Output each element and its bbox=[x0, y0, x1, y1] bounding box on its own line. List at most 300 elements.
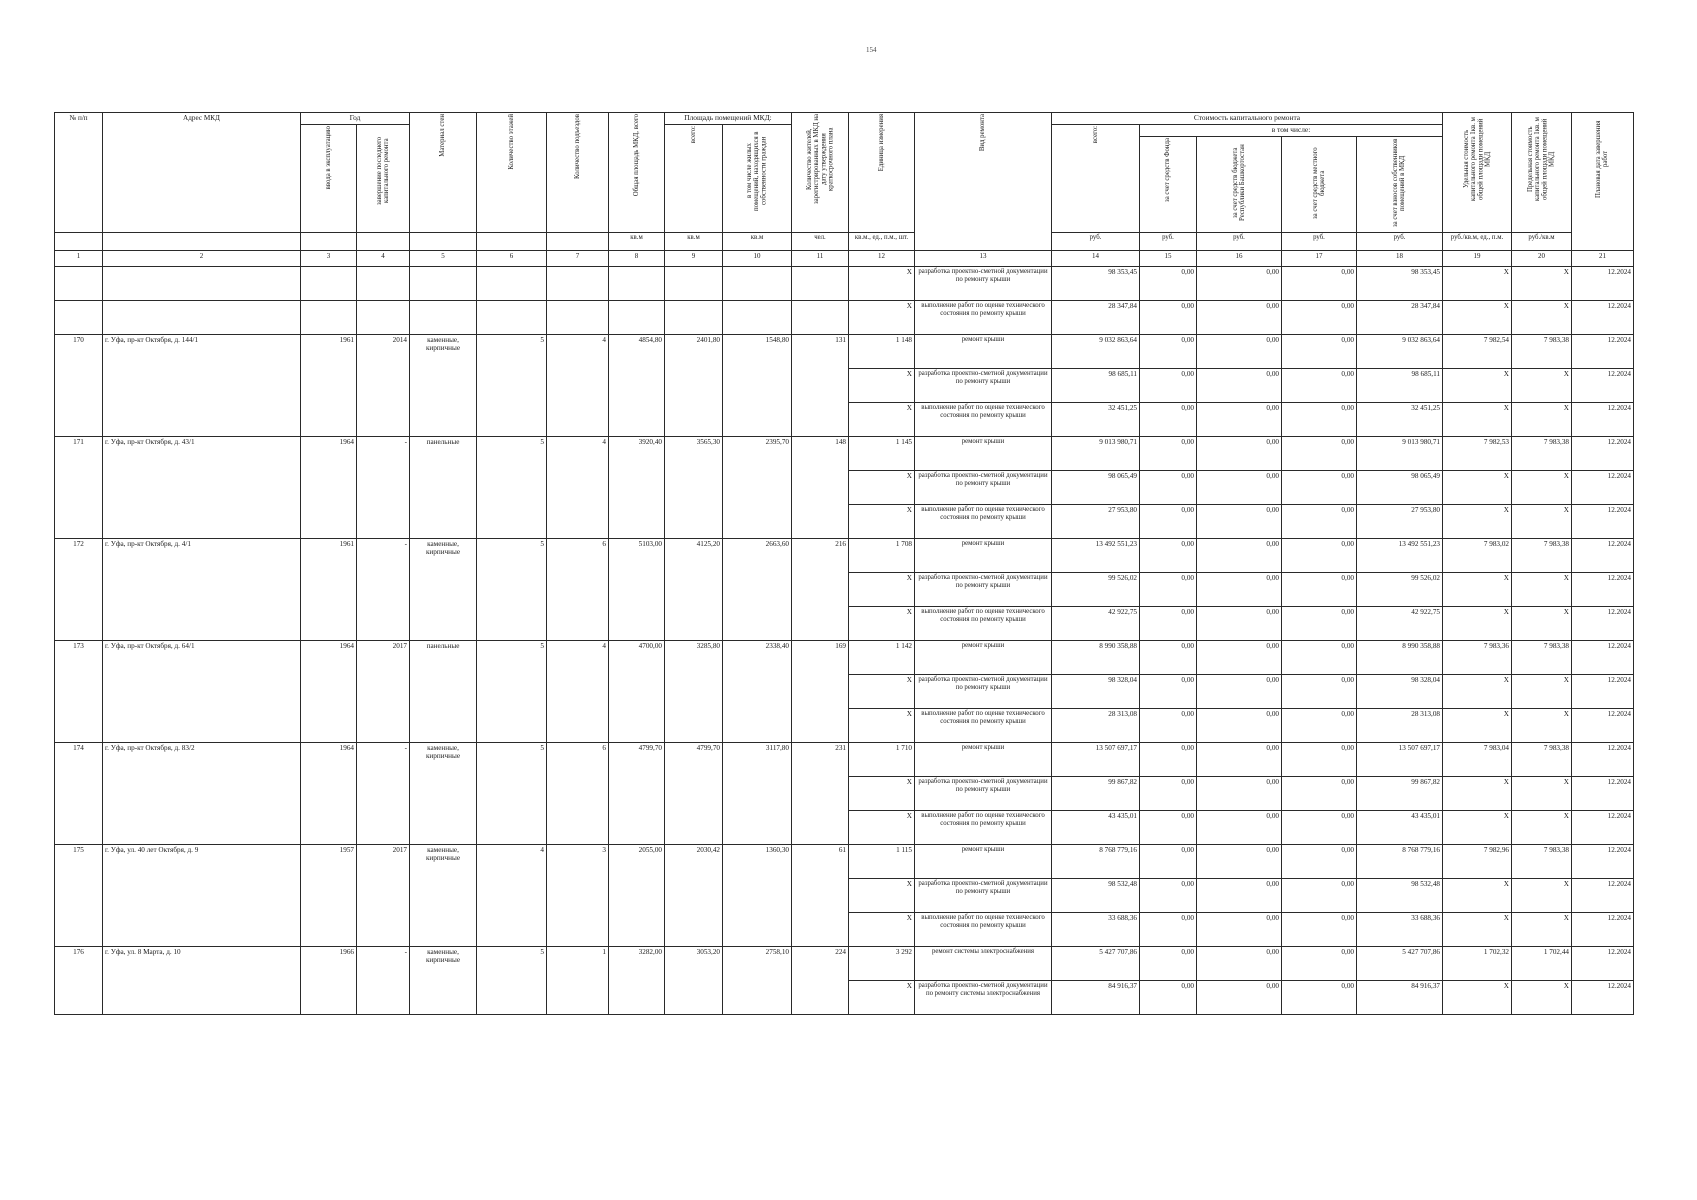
capital-repair-plan-table bbox=[54, 112, 1634, 1015]
header-year-repair: завершение последнего капитального ремонта bbox=[357, 125, 410, 233]
area-all-cell: 3565,30 bbox=[665, 436, 723, 538]
cost-rb-cell: 0,00 bbox=[1197, 334, 1282, 368]
year-repair-cell: 2017 bbox=[357, 844, 410, 946]
area-all-cell: 4125,20 bbox=[665, 538, 723, 640]
limit-cost-cell: X bbox=[1512, 878, 1572, 912]
year-repair-cell: - bbox=[357, 538, 410, 640]
cost-rb-cell: 0,00 bbox=[1197, 572, 1282, 606]
year-built-cell: 1964 bbox=[301, 742, 357, 844]
plan-date-cell: 12.2024 bbox=[1572, 538, 1634, 572]
limit-cost-cell: X bbox=[1512, 980, 1572, 1014]
unit-cell: 1 115 bbox=[849, 844, 915, 878]
header-unit: Единица измерения bbox=[849, 113, 915, 233]
area-all-cell: 2030,42 bbox=[665, 844, 723, 946]
column-number: 5 bbox=[410, 250, 477, 266]
unit-cell: X bbox=[849, 368, 915, 402]
cost-owners-cell: 13 492 551,23 bbox=[1357, 538, 1443, 572]
table-row bbox=[55, 844, 1634, 878]
cost-total-cell: 42 922,75 bbox=[1052, 606, 1140, 640]
unit-cell: 1 708 bbox=[849, 538, 915, 572]
limit-cost-cell: X bbox=[1512, 674, 1572, 708]
area-total-cell: 4799,70 bbox=[609, 742, 665, 844]
area-all-cell: 3285,80 bbox=[665, 640, 723, 742]
cost-local-cell: 0,00 bbox=[1282, 504, 1357, 538]
cost-total-cell: 98 328,04 bbox=[1052, 674, 1140, 708]
work-type-cell: ремонт системы электроснабжения bbox=[915, 946, 1052, 980]
header-limit-cost: Предельная стоимость капитального ремонта 1кв. м общей площади помещений МКД bbox=[1512, 113, 1572, 233]
cost-rb-cell: 0,00 bbox=[1197, 810, 1282, 844]
limit-cost-cell: X bbox=[1512, 504, 1572, 538]
work-type-cell: ремонт крыши bbox=[915, 538, 1052, 572]
cost-rb-cell: 0,00 bbox=[1197, 606, 1282, 640]
cost-local-cell: 0,00 bbox=[1282, 946, 1357, 980]
area-owned-cell: 2663,60 bbox=[723, 538, 792, 640]
work-type-cell: ремонт крыши bbox=[915, 640, 1052, 674]
row-number-cell: 170 bbox=[55, 334, 103, 436]
area-total-cell: 4854,80 bbox=[609, 334, 665, 436]
cost-fund-cell: 0,00 bbox=[1140, 810, 1197, 844]
plan-date-cell: 12.2024 bbox=[1572, 300, 1634, 334]
specific-cost-cell: 1 702,32 bbox=[1443, 946, 1512, 980]
cost-owners-cell: 32 451,25 bbox=[1357, 402, 1443, 436]
specific-cost-cell: X bbox=[1443, 776, 1512, 810]
address-cell: г. Уфа, пр-кт Октября, д. 43/1 bbox=[103, 436, 301, 538]
header-cost-group: Стоимость капитального ремонта bbox=[1052, 113, 1443, 125]
cost-local-cell: 0,00 bbox=[1282, 606, 1357, 640]
unit-19: руб./кв.м, ед., п.м. bbox=[1443, 232, 1512, 250]
walls-cell: каменные, кирпичные bbox=[410, 538, 477, 640]
empty-cell bbox=[103, 300, 301, 334]
work-type-cell: выполнение работ по оценке технического состояния по ремонту крыши bbox=[915, 912, 1052, 946]
empty-cell bbox=[103, 266, 301, 300]
cost-owners-cell: 13 507 697,17 bbox=[1357, 742, 1443, 776]
entrances-cell: 4 bbox=[547, 334, 609, 436]
specific-cost-cell: 7 982,53 bbox=[1443, 436, 1512, 470]
cost-total-cell: 8 768 779,16 bbox=[1052, 844, 1140, 878]
column-number: 3 bbox=[301, 250, 357, 266]
area-owned-cell: 1360,30 bbox=[723, 844, 792, 946]
unit-18: руб. bbox=[1357, 232, 1443, 250]
plan-date-cell: 12.2024 bbox=[1572, 776, 1634, 810]
cost-total-cell: 98 532,48 bbox=[1052, 878, 1140, 912]
residents-cell: 61 bbox=[792, 844, 849, 946]
year-built-cell: 1964 bbox=[301, 436, 357, 538]
work-type-cell: ремонт крыши bbox=[915, 436, 1052, 470]
column-number: 13 bbox=[915, 250, 1052, 266]
area-all-cell: 4799,70 bbox=[665, 742, 723, 844]
walls-cell: панельные bbox=[410, 436, 477, 538]
walls-cell: каменные, кирпичные bbox=[410, 844, 477, 946]
area-owned-cell: 1548,80 bbox=[723, 334, 792, 436]
walls-cell: каменные, кирпичные bbox=[410, 742, 477, 844]
area-total-cell: 3282,00 bbox=[609, 946, 665, 1014]
work-type-cell: разработка проектно-сметной документации по ремонту крыши bbox=[915, 368, 1052, 402]
specific-cost-cell: 7 983,04 bbox=[1443, 742, 1512, 776]
cost-local-cell: 0,00 bbox=[1282, 742, 1357, 776]
empty-cell bbox=[410, 300, 477, 334]
column-number: 4 bbox=[357, 250, 410, 266]
table-row bbox=[55, 266, 1634, 300]
header-floors: Количество этажей bbox=[477, 113, 547, 233]
column-number: 21 bbox=[1572, 250, 1634, 266]
unit-cell: 1 148 bbox=[849, 334, 915, 368]
unit-16: руб. bbox=[1197, 232, 1282, 250]
limit-cost-cell: X bbox=[1512, 606, 1572, 640]
cost-owners-cell: 8 990 358,88 bbox=[1357, 640, 1443, 674]
plan-date-cell: 12.2024 bbox=[1572, 334, 1634, 368]
plan-date-cell: 12.2024 bbox=[1572, 436, 1634, 470]
cost-rb-cell: 0,00 bbox=[1197, 674, 1282, 708]
column-number: 15 bbox=[1140, 250, 1197, 266]
empty-cell bbox=[665, 266, 723, 300]
limit-cost-cell: 1 702,44 bbox=[1512, 946, 1572, 980]
cost-rb-cell: 0,00 bbox=[1197, 980, 1282, 1014]
cost-rb-cell: 0,00 bbox=[1197, 538, 1282, 572]
specific-cost-cell: X bbox=[1443, 266, 1512, 300]
year-built-cell: 1961 bbox=[301, 538, 357, 640]
plan-date-cell: 12.2024 bbox=[1572, 912, 1634, 946]
cost-total-cell: 13 507 697,17 bbox=[1052, 742, 1140, 776]
column-number: 2 bbox=[103, 250, 301, 266]
cost-owners-cell: 98 065,49 bbox=[1357, 470, 1443, 504]
limit-cost-cell: X bbox=[1512, 368, 1572, 402]
plan-date-cell: 12.2024 bbox=[1572, 402, 1634, 436]
cost-owners-cell: 98 328,04 bbox=[1357, 674, 1443, 708]
specific-cost-cell: X bbox=[1443, 368, 1512, 402]
cost-local-cell: 0,00 bbox=[1282, 368, 1357, 402]
cost-total-cell: 43 435,01 bbox=[1052, 810, 1140, 844]
cost-rb-cell: 0,00 bbox=[1197, 504, 1282, 538]
header-address: Адрес МКД bbox=[103, 113, 301, 233]
floors-cell: 5 bbox=[477, 538, 547, 640]
table-row bbox=[55, 300, 1634, 334]
header-owners: за счет взносов собственников помещений в МКД bbox=[1357, 137, 1443, 233]
cost-fund-cell: 0,00 bbox=[1140, 708, 1197, 742]
cost-local-cell: 0,00 bbox=[1282, 912, 1357, 946]
unit-cell: X bbox=[849, 300, 915, 334]
cost-owners-cell: 5 427 707,86 bbox=[1357, 946, 1443, 980]
walls-cell: каменные, кирпичные bbox=[410, 946, 477, 1014]
work-type-cell: выполнение работ по оценке технического состояния по ремонту крыши bbox=[915, 606, 1052, 640]
cost-total-cell: 32 451,25 bbox=[1052, 402, 1140, 436]
cost-owners-cell: 33 688,36 bbox=[1357, 912, 1443, 946]
address-cell: г. Уфа, пр-кт Октября, д. 4/1 bbox=[103, 538, 301, 640]
empty-cell bbox=[477, 300, 547, 334]
plan-date-cell: 12.2024 bbox=[1572, 606, 1634, 640]
cost-fund-cell: 0,00 bbox=[1140, 368, 1197, 402]
work-type-cell: разработка проектно-сметной документации по ремонту крыши bbox=[915, 776, 1052, 810]
unit-14: руб. bbox=[1052, 232, 1140, 250]
cost-owners-cell: 98 532,48 bbox=[1357, 878, 1443, 912]
cost-total-cell: 9 032 863,64 bbox=[1052, 334, 1140, 368]
year-built-cell: 1966 bbox=[301, 946, 357, 1014]
empty-cell bbox=[55, 300, 103, 334]
specific-cost-cell: X bbox=[1443, 470, 1512, 504]
plan-date-cell: 12.2024 bbox=[1572, 640, 1634, 674]
limit-cost-cell: 7 983,38 bbox=[1512, 436, 1572, 470]
area-owned-cell: 2758,10 bbox=[723, 946, 792, 1014]
empty-cell bbox=[55, 266, 103, 300]
cost-owners-cell: 43 435,01 bbox=[1357, 810, 1443, 844]
year-built-cell: 1964 bbox=[301, 640, 357, 742]
floors-cell: 5 bbox=[477, 640, 547, 742]
header-entrances: Количество подъездов bbox=[547, 113, 609, 233]
cost-rb-cell: 0,00 bbox=[1197, 912, 1282, 946]
cost-local-cell: 0,00 bbox=[1282, 436, 1357, 470]
entrances-cell: 6 bbox=[547, 538, 609, 640]
residents-cell: 224 bbox=[792, 946, 849, 1014]
specific-cost-cell: 7 983,36 bbox=[1443, 640, 1512, 674]
cost-local-cell: 0,00 bbox=[1282, 538, 1357, 572]
cost-local-cell: 0,00 bbox=[1282, 878, 1357, 912]
unit-20: руб./кв.м bbox=[1512, 232, 1572, 250]
cost-owners-cell: 98 353,45 bbox=[1357, 266, 1443, 300]
cost-rb-cell: 0,00 bbox=[1197, 470, 1282, 504]
floors-cell: 5 bbox=[477, 946, 547, 1014]
entrances-cell: 6 bbox=[547, 742, 609, 844]
cost-total-cell: 28 347,84 bbox=[1052, 300, 1140, 334]
cost-local-cell: 0,00 bbox=[1282, 470, 1357, 504]
limit-cost-cell: X bbox=[1512, 810, 1572, 844]
plan-date-cell: 12.2024 bbox=[1572, 266, 1634, 300]
plan-date-cell: 12.2024 bbox=[1572, 946, 1634, 980]
unit-cell: X bbox=[849, 708, 915, 742]
unit-cell: 1 142 bbox=[849, 640, 915, 674]
row-number-cell: 173 bbox=[55, 640, 103, 742]
address-cell: г. Уфа, ул. 40 лет Октября, д. 9 bbox=[103, 844, 301, 946]
empty-cell bbox=[357, 300, 410, 334]
cost-total-cell: 98 353,45 bbox=[1052, 266, 1140, 300]
work-type-cell: выполнение работ по оценке технического состояния по ремонту крыши bbox=[915, 708, 1052, 742]
cost-fund-cell: 0,00 bbox=[1140, 402, 1197, 436]
area-all-cell: 2401,80 bbox=[665, 334, 723, 436]
cost-rb-cell: 0,00 bbox=[1197, 368, 1282, 402]
work-type-cell: выполнение работ по оценке технического состояния по ремонту крыши bbox=[915, 300, 1052, 334]
cost-fund-cell: 0,00 bbox=[1140, 572, 1197, 606]
cost-fund-cell: 0,00 bbox=[1140, 504, 1197, 538]
header-area-group: Площадь помещений МКД: bbox=[665, 113, 792, 125]
year-repair-cell: - bbox=[357, 742, 410, 844]
cost-local-cell: 0,00 bbox=[1282, 844, 1357, 878]
limit-cost-cell: 7 983,38 bbox=[1512, 334, 1572, 368]
residents-cell: 148 bbox=[792, 436, 849, 538]
empty-cell bbox=[301, 300, 357, 334]
cost-total-cell: 98 065,49 bbox=[1052, 470, 1140, 504]
area-owned-cell: 3117,80 bbox=[723, 742, 792, 844]
plan-date-cell: 12.2024 bbox=[1572, 810, 1634, 844]
table-row bbox=[55, 538, 1634, 572]
cost-total-cell: 84 916,37 bbox=[1052, 980, 1140, 1014]
plan-date-cell: 12.2024 bbox=[1572, 504, 1634, 538]
header-specific-cost: Удельная стоимость капитального ремонта 1кв. м общей площади помещений МКД bbox=[1443, 113, 1512, 233]
cost-owners-cell: 9 013 980,71 bbox=[1357, 436, 1443, 470]
cost-owners-cell: 99 867,82 bbox=[1357, 776, 1443, 810]
residents-cell: 169 bbox=[792, 640, 849, 742]
specific-cost-cell: 7 982,96 bbox=[1443, 844, 1512, 878]
cost-fund-cell: 0,00 bbox=[1140, 878, 1197, 912]
cost-local-cell: 0,00 bbox=[1282, 708, 1357, 742]
header-residents: Количество жителей, зарегистрированных в МКД на дату утверждения краткосрочного плана bbox=[792, 113, 849, 233]
specific-cost-cell: X bbox=[1443, 912, 1512, 946]
column-number: 9 bbox=[665, 250, 723, 266]
plan-date-cell: 12.2024 bbox=[1572, 368, 1634, 402]
area-total-cell: 4700,00 bbox=[609, 640, 665, 742]
address-cell: г. Уфа, пр-кт Октября, д. 144/1 bbox=[103, 334, 301, 436]
cost-local-cell: 0,00 bbox=[1282, 980, 1357, 1014]
cost-owners-cell: 84 916,37 bbox=[1357, 980, 1443, 1014]
unit-cell: X bbox=[849, 878, 915, 912]
table-row bbox=[55, 334, 1634, 368]
residents-cell: 231 bbox=[792, 742, 849, 844]
cost-rb-cell: 0,00 bbox=[1197, 266, 1282, 300]
empty-cell bbox=[547, 300, 609, 334]
cost-rb-cell: 0,00 bbox=[1197, 946, 1282, 980]
work-type-cell: разработка проектно-сметной документации по ремонту крыши bbox=[915, 674, 1052, 708]
cost-fund-cell: 0,00 bbox=[1140, 776, 1197, 810]
unit-17: руб. bbox=[1282, 232, 1357, 250]
cost-fund-cell: 0,00 bbox=[1140, 742, 1197, 776]
cost-rb-cell: 0,00 bbox=[1197, 878, 1282, 912]
column-numbers-row bbox=[55, 250, 1634, 266]
cost-fund-cell: 0,00 bbox=[1140, 606, 1197, 640]
header-local-budget: за счет средств местного бюджета bbox=[1282, 137, 1357, 233]
plan-date-cell: 12.2024 bbox=[1572, 674, 1634, 708]
header-plan-date: Плановая дата завершения работ bbox=[1572, 113, 1634, 251]
unit-cell: 1 145 bbox=[849, 436, 915, 470]
specific-cost-cell: X bbox=[1443, 300, 1512, 334]
cost-local-cell: 0,00 bbox=[1282, 776, 1357, 810]
year-repair-cell: 2014 bbox=[357, 334, 410, 436]
specific-cost-cell: X bbox=[1443, 810, 1512, 844]
limit-cost-cell: X bbox=[1512, 572, 1572, 606]
column-number: 17 bbox=[1282, 250, 1357, 266]
area-owned-cell: 2338,40 bbox=[723, 640, 792, 742]
cost-fund-cell: 0,00 bbox=[1140, 436, 1197, 470]
cost-local-cell: 0,00 bbox=[1282, 266, 1357, 300]
cost-fund-cell: 0,00 bbox=[1140, 946, 1197, 980]
limit-cost-cell: X bbox=[1512, 300, 1572, 334]
specific-cost-cell: X bbox=[1443, 708, 1512, 742]
work-type-cell: разработка проектно-сметной документации по ремонту крыши bbox=[915, 266, 1052, 300]
cost-owners-cell: 27 953,80 bbox=[1357, 504, 1443, 538]
specific-cost-cell: 7 982,54 bbox=[1443, 334, 1512, 368]
limit-cost-cell: X bbox=[1512, 708, 1572, 742]
year-built-cell: 1957 bbox=[301, 844, 357, 946]
area-total-cell: 5103,00 bbox=[609, 538, 665, 640]
column-number: 20 bbox=[1512, 250, 1572, 266]
unit-cell: X bbox=[849, 504, 915, 538]
empty-cell bbox=[665, 300, 723, 334]
cost-fund-cell: 0,00 bbox=[1140, 674, 1197, 708]
residents-cell: 131 bbox=[792, 334, 849, 436]
unit-cell: 3 292 bbox=[849, 946, 915, 980]
work-type-cell: разработка проектно-сметной документации по ремонту крыши bbox=[915, 878, 1052, 912]
unit-cell: X bbox=[849, 980, 915, 1014]
cost-fund-cell: 0,00 bbox=[1140, 266, 1197, 300]
empty-cell bbox=[301, 266, 357, 300]
unit-cell: X bbox=[849, 776, 915, 810]
unit-10: кв.м bbox=[723, 232, 792, 250]
work-type-cell: разработка проектно-сметной документации по ремонту крыши bbox=[915, 572, 1052, 606]
cost-rb-cell: 0,00 bbox=[1197, 300, 1282, 334]
page-number: 154 bbox=[866, 46, 877, 54]
year-repair-cell: - bbox=[357, 946, 410, 1014]
cost-fund-cell: 0,00 bbox=[1140, 844, 1197, 878]
header-work-type: Вид ремонта bbox=[915, 113, 1052, 251]
cost-total-cell: 9 013 980,71 bbox=[1052, 436, 1140, 470]
table-row bbox=[55, 946, 1634, 980]
plan-date-cell: 12.2024 bbox=[1572, 980, 1634, 1014]
empty-cell bbox=[477, 266, 547, 300]
unit-12: кв.м., ед., п.м., шт. bbox=[849, 232, 915, 250]
limit-cost-cell: 7 983,38 bbox=[1512, 742, 1572, 776]
empty-cell bbox=[357, 266, 410, 300]
plan-date-cell: 12.2024 bbox=[1572, 708, 1634, 742]
cost-total-cell: 27 953,80 bbox=[1052, 504, 1140, 538]
plan-date-cell: 12.2024 bbox=[1572, 844, 1634, 878]
empty-cell bbox=[792, 266, 849, 300]
specific-cost-cell: X bbox=[1443, 674, 1512, 708]
header-area-total: Общая площадь МКД, всего bbox=[609, 113, 665, 233]
floors-cell: 5 bbox=[477, 334, 547, 436]
empty-cell bbox=[547, 266, 609, 300]
entrances-cell: 4 bbox=[547, 640, 609, 742]
empty-cell bbox=[723, 266, 792, 300]
cost-owners-cell: 28 347,84 bbox=[1357, 300, 1443, 334]
year-built-cell: 1961 bbox=[301, 334, 357, 436]
cost-total-cell: 33 688,36 bbox=[1052, 912, 1140, 946]
limit-cost-cell: X bbox=[1512, 912, 1572, 946]
cost-local-cell: 0,00 bbox=[1282, 640, 1357, 674]
column-number: 19 bbox=[1443, 250, 1512, 266]
limit-cost-cell: 7 983,38 bbox=[1512, 844, 1572, 878]
specific-cost-cell: X bbox=[1443, 572, 1512, 606]
limit-cost-cell: X bbox=[1512, 776, 1572, 810]
cost-total-cell: 5 427 707,86 bbox=[1052, 946, 1140, 980]
unit-cell: X bbox=[849, 470, 915, 504]
row-number-cell: 176 bbox=[55, 946, 103, 1014]
area-total-cell: 2055,00 bbox=[609, 844, 665, 946]
cost-local-cell: 0,00 bbox=[1282, 334, 1357, 368]
limit-cost-cell: X bbox=[1512, 266, 1572, 300]
cost-rb-cell: 0,00 bbox=[1197, 640, 1282, 674]
cost-rb-cell: 0,00 bbox=[1197, 776, 1282, 810]
table-row bbox=[55, 742, 1634, 776]
area-owned-cell: 2395,70 bbox=[723, 436, 792, 538]
unit-cell: X bbox=[849, 402, 915, 436]
empty-cell bbox=[609, 266, 665, 300]
column-number: 12 bbox=[849, 250, 915, 266]
cost-fund-cell: 0,00 bbox=[1140, 912, 1197, 946]
header-incl-group: в том числе: bbox=[1140, 125, 1443, 137]
address-cell: г. Уфа, пр-кт Октября, д. 64/1 bbox=[103, 640, 301, 742]
cost-fund-cell: 0,00 bbox=[1140, 640, 1197, 674]
cost-local-cell: 0,00 bbox=[1282, 572, 1357, 606]
header-walls: Материал стен bbox=[410, 113, 477, 233]
unit-15: руб. bbox=[1140, 232, 1197, 250]
column-number: 14 bbox=[1052, 250, 1140, 266]
entrances-cell: 1 bbox=[547, 946, 609, 1014]
plan-date-cell: 12.2024 bbox=[1572, 878, 1634, 912]
header-area-all: всего: bbox=[665, 125, 723, 233]
cost-fund-cell: 0,00 bbox=[1140, 334, 1197, 368]
cost-rb-cell: 0,00 bbox=[1197, 436, 1282, 470]
cost-local-cell: 0,00 bbox=[1282, 402, 1357, 436]
column-number: 6 bbox=[477, 250, 547, 266]
row-number-cell: 171 bbox=[55, 436, 103, 538]
year-repair-cell: - bbox=[357, 436, 410, 538]
limit-cost-cell: X bbox=[1512, 402, 1572, 436]
